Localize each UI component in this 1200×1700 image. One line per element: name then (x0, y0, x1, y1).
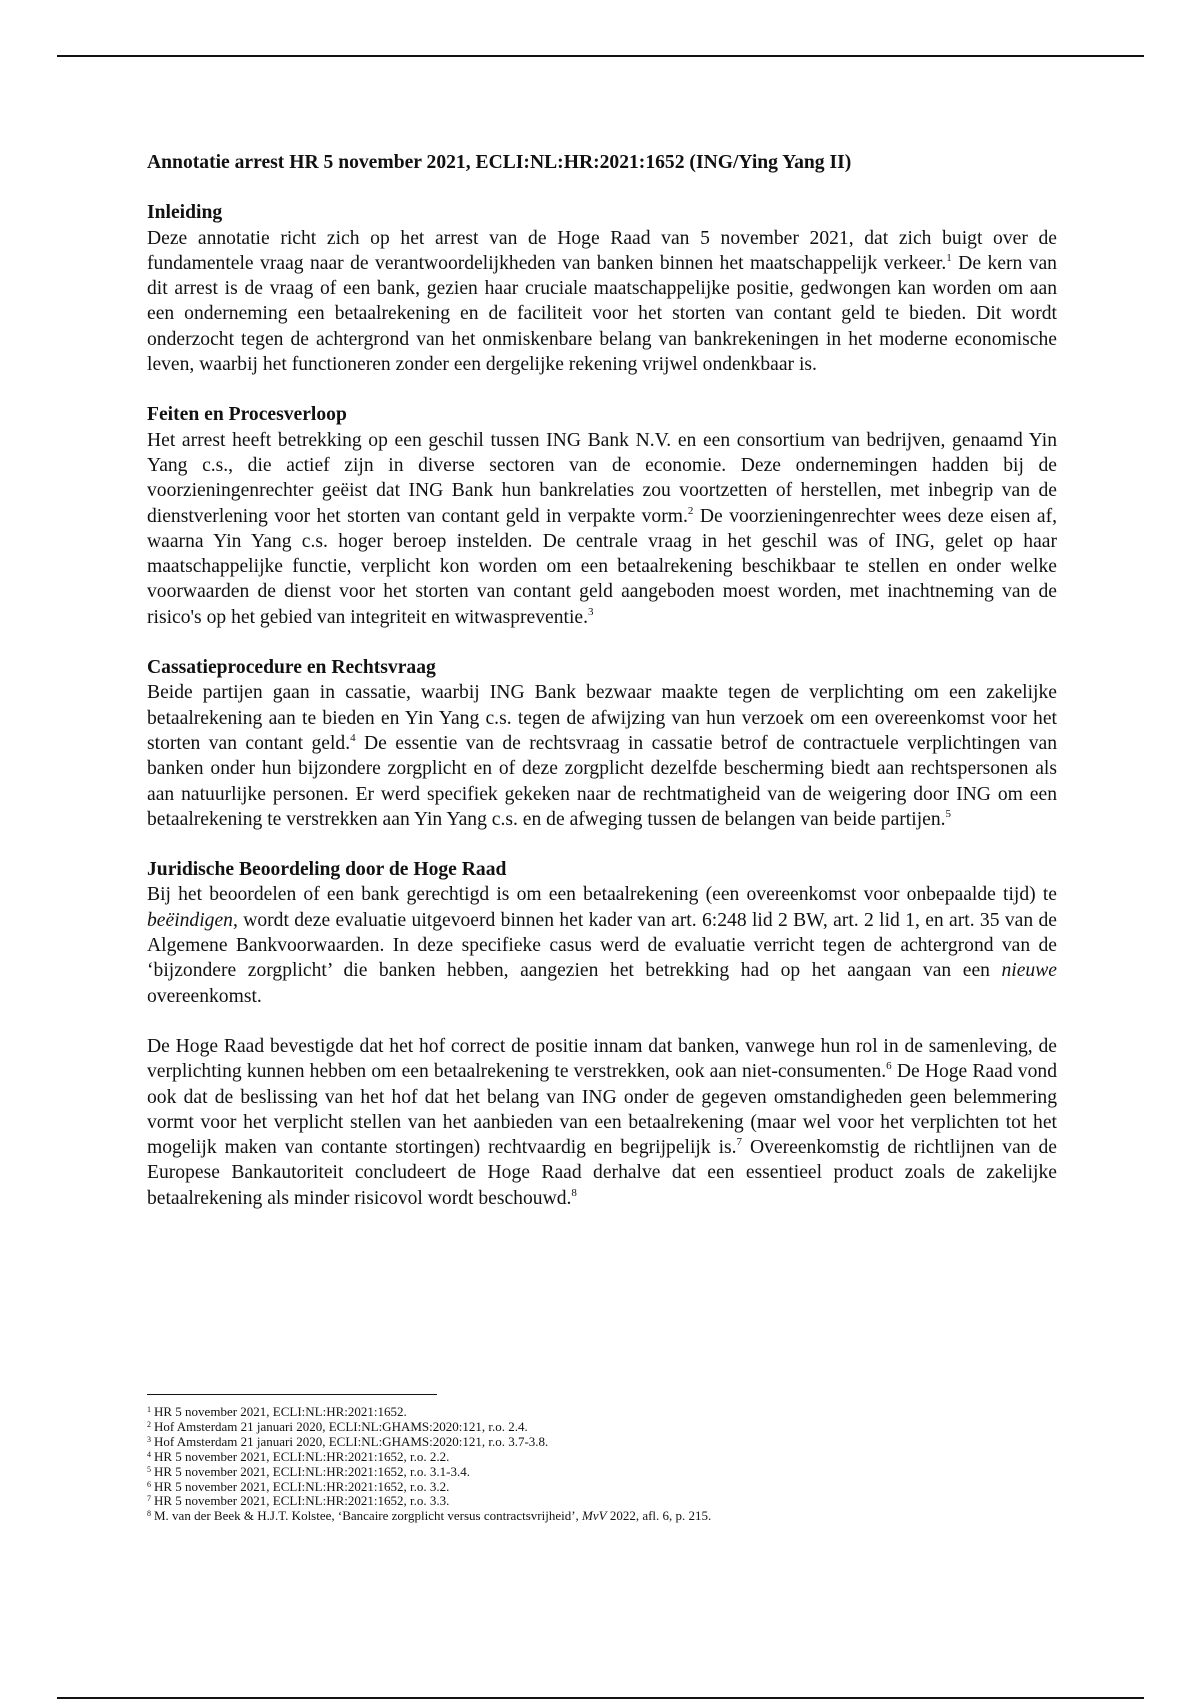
footnote-item (147, 1480, 1047, 1495)
footnote-ref[interactable]: 4 (350, 731, 356, 744)
document-title: Annotatie arrest HR 5 november 2021, ECLI:NL:HR:2021:1652 (ING/Ying Yang II) (147, 152, 852, 173)
text-run: De voorzieningenrechter wees deze eisen af, waarna Yin Yang c.s. hoger beroep instelden. De centrale vraag in het geschil was of ING, gelet op haar maatschappelijke functie, verplicht kon worden om een betaalrekening beschikbaar te stellen en onder welke voorwaarden de dienst voor het storten van contant geld aangeboden moest worden, met inachtneming van de risico's op het gebied van integriteit en witwaspreventie. (147, 505, 1057, 628)
text-run: Het arrest heeft betrekking op een geschil tussen ING Bank N.V. en een consortium van bedrijven, genaamd Yin Yang c.s., die actief zijn in diverse sectoren van de economie. Deze ondernemingen hadden bij de voorzieningenrechter geëist dat ING Bank hun bankrelaties zou voortzetten of herstellen, met inbegrip van de dienstverlening voor het storten van contant geld in verpakte vorm. (147, 429, 1057, 527)
text-run: De Hoge Raad bevestigde dat het hof correct de positie innam dat banken, vanwege hun rol in de samenleving, de verplichting kunnen hebben om een betaalrekening te verstrekken, ook aan niet-consumenten. (147, 1035, 1057, 1083)
text-run: Bij het beoordelen of een bank gerechtigd is om een betaalrekening (een overeenkomst voor onbepaalde tijd) te (147, 884, 1057, 906)
body-paragraph (147, 882, 1057, 1008)
footnote-ref[interactable]: 1 (946, 251, 952, 264)
footnote-ref[interactable]: 6 (886, 1060, 892, 1073)
footnote-number: 4 (147, 1449, 151, 1459)
body-paragraph (147, 226, 1057, 378)
emphasis-text: nieuwe (1001, 960, 1057, 982)
text-run: HR 5 november 2021, ECLI:NL:HR:2021:1652. (154, 1404, 407, 1419)
section-heading: Juridische Beoordeling door de Hoge Raad (147, 859, 507, 881)
footnote-number: 5 (147, 1464, 151, 1474)
text-run: Deze annotatie richt zich op het arrest van de Hoge Raad van 5 november 2021, dat zich buigt over de fundamentele vraag naar de verantwoordelijkheden van banken binnen het maatschappelijk verkeer. (147, 227, 1057, 274)
footnote-item (147, 1509, 1047, 1524)
top-rule (57, 55, 1144, 57)
section-heading: Feiten en Procesverloop (147, 404, 347, 426)
body-paragraph (147, 1034, 1057, 1211)
bottom-rule (57, 1697, 1144, 1699)
footnote-item (147, 1450, 1047, 1465)
footnote-ref[interactable]: 3 (588, 605, 594, 618)
text-run: , wordt deze evaluatie uitgevoerd binnen het kader van art. 6:248 lid 2 BW, art. 2 lid 1, en art. 35 van de Algemene Bankvoorwaarden. In deze specifieke casus werd de evaluatie verricht tegen de achtergrond van de ‘bijzondere zorgplicht’ die banken hebben, aangezien het betrekking had op het aangaan van een (147, 909, 1057, 982)
section-heading: Cassatieprocedure en Rechtsvraag (147, 657, 436, 679)
body-paragraph (147, 428, 1057, 630)
emphasis-text: MvV (582, 1508, 607, 1524)
text-run: HR 5 november 2021, ECLI:NL:HR:2021:1652, r.o. 3.1-3.4. (154, 1463, 470, 1479)
footnote-number: 1 (147, 1405, 151, 1414)
footnote-item (147, 1435, 1047, 1450)
footnote-item (147, 1494, 1047, 1509)
footnote-number: 3 (147, 1434, 151, 1444)
footnotes (147, 1405, 1047, 1524)
footnote-item (147, 1405, 1047, 1420)
text-run: Beide partijen gaan in cassatie, waarbij ING Bank bezwaar maakte tegen de verplichting om een zakelijke betaalrekening aan te bieden en Yin Yang c.s. tegen de afwijzing van hun verzoek om een overeenkomst voor het storten van contant geld. (147, 682, 1057, 754)
footnote-number: 7 (147, 1494, 151, 1504)
footnote-number: 6 (147, 1479, 151, 1489)
text-run: overeenkomst. (147, 985, 262, 1007)
text-run: M. van der Beek & H.J.T. Kolstee, ‘Bancaire zorgplicht versus contractsvrijheid’, (154, 1508, 583, 1524)
emphasis-text: beëindigen (147, 909, 233, 931)
footnote-ref[interactable]: 5 (945, 807, 952, 820)
footnote-item (147, 1465, 1047, 1480)
text-run: De essentie van de rechtsvraag in cassatie betrof de contractuele verplichtingen van banken onder hun bijzondere zorgplicht en of deze zorgplicht dezelfde bescherming biedt aan rechtspersonen als aan natuurlijke personen. Er werd specifiek gekeken naar de rechtmatigheid van de weigering door ING om een betaalrekening te verstrekken aan Yin Yang c.s. en de afweging tussen de belangen van beide partijen. (147, 732, 1057, 830)
text-run: 2022, afl. 6, p. 215. (606, 1508, 712, 1524)
text-run: Hof Amsterdam 21 januari 2020, ECLI:NL:GHAMS:2020:121, r.o. 2.4. (154, 1418, 528, 1434)
text-run: Overeenkomstig de richtlijnen van de Europese Bankautoriteit concludeert de Hoge Raad derhalve dat een essentieel product zoals de zakelijke betaalrekening als minder risicovol wordt beschouwd. (147, 1137, 1057, 1209)
text-run: De kern van dit arrest is de vraag of een bank, gezien haar cruciale maatschappelijke positie, gedwongen kan worden om aan een onderneming een betaalrekening en de faciliteit voor het storten van contant geld te bieden. Dit wordt onderzocht tegen de achtergrond van het onmiskenbare belang van bankrekeningen in het moderne economische leven, waarbij het functioneren zonder een dergelijke rekening vrijwel ondenkbaar is. (147, 252, 1057, 376)
footnote-ref[interactable]: 2 (687, 504, 694, 517)
text-run: HR 5 november 2021, ECLI:NL:HR:2021:1652, r.o. 2.2. (154, 1448, 450, 1464)
body-paragraph (147, 680, 1057, 832)
footnote-ref[interactable]: 7 (736, 1136, 743, 1149)
section-heading: Inleiding (147, 202, 223, 224)
text-run: De Hoge Raad vond ook dat de beslissing van het hof dat het belang van ING onder de gegeven omstandigheden geen belemmering vormt voor het verplicht stellen van het aanbieden van een betaalrekening (maar wel voor het verplichten tot het mogelijk maken van contante stortingen) rechtvaardig en begrijpelijk is. (147, 1061, 1057, 1159)
footnote-ref[interactable]: 8 (571, 1186, 577, 1199)
text-run: HR 5 november 2021, ECLI:NL:HR:2021:1652, r.o. 3.2. (154, 1478, 450, 1494)
text-run: HR 5 november 2021, ECLI:NL:HR:2021:1652, r.o. 3.3. (154, 1493, 450, 1509)
footnote-number: 2 (147, 1419, 151, 1429)
footnote-item (147, 1420, 1047, 1435)
sections-container (147, 200, 1057, 1211)
document-body (147, 150, 1057, 1236)
footnote-number: 8 (147, 1509, 151, 1519)
text-run: Hof Amsterdam 21 januari 2020, ECLI:NL:GHAMS:2020:121, r.o. 3.7-3.8. (154, 1433, 549, 1449)
footnote-separator (147, 1394, 437, 1395)
